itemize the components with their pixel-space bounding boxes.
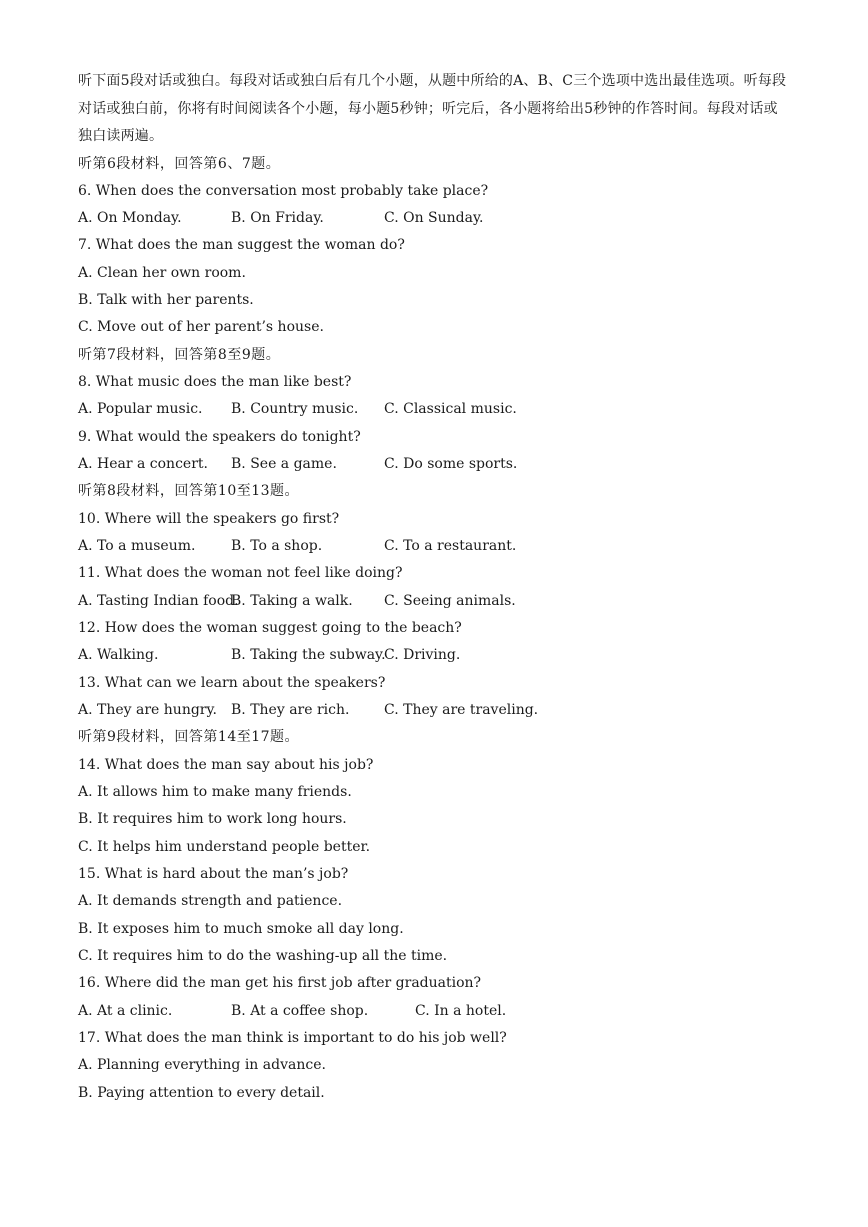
option-c: C. On Sunday. xyxy=(384,210,484,227)
option-a: A. Clean her own room. xyxy=(78,264,246,281)
question-7: 7. What does the man suggest the woman do? xyxy=(78,237,405,254)
section-heading-7: 听第7段材料，回答第8至9题。 xyxy=(78,346,281,363)
option-a: A. Tasting Indian food. xyxy=(78,592,239,609)
option-b: B. Taking a walk. xyxy=(231,592,353,609)
option-a: A. Popular music. xyxy=(78,401,203,418)
option-b: B. On Friday. xyxy=(231,210,324,227)
question-10: 10. Where will the speakers go first? xyxy=(78,510,340,527)
option-a: A. Planning everything in advance. xyxy=(78,1057,326,1074)
option-a: A. At a clinic. xyxy=(78,1002,173,1019)
option-c: C. In a hotel. xyxy=(415,1002,507,1019)
option-c: C. Classical music. xyxy=(384,401,517,418)
listening-instructions: 听下面5段对话或独白。每段对话或独白后有几个小题，从题中所给的A、B、C三个选项中选出最佳选项。听每段对话或独白前，你将有时间阅读各个小题，每小题5秒钟；听完后，各小题将给出5秒钟的作答时间。每段对话或独白读两遍。 xyxy=(78,73,787,144)
option-a: A. They are hungry. xyxy=(78,702,217,719)
question-12-options xyxy=(78,642,790,669)
section-heading-6: 听第6段材料，回答第6、7题。 xyxy=(78,155,281,172)
option-c: C. Do some sports. xyxy=(384,456,518,473)
question-16: 16. Where did the man get his first job after graduation? xyxy=(78,975,482,992)
question-9-options xyxy=(78,451,790,478)
option-b: B. Taking the subway. xyxy=(231,647,386,664)
option-c: C. Driving. xyxy=(384,647,461,664)
question-13: 13. What can we learn about the speakers? xyxy=(78,674,386,691)
question-11-options xyxy=(78,588,790,615)
section-heading-8: 听第8段材料，回答第10至13题。 xyxy=(78,483,300,500)
option-c: C. To a restaurant. xyxy=(384,538,517,555)
option-a: A. On Monday. xyxy=(78,210,182,227)
option-a: A. Walking. xyxy=(78,647,159,664)
option-b: B. Paying attention to every detail. xyxy=(78,1084,325,1101)
option-b: B. At a coffee shop. xyxy=(231,1002,369,1019)
question-16-options xyxy=(78,998,790,1025)
question-9: 9. What would the speakers do tonight? xyxy=(78,428,361,445)
option-b: B. See a game. xyxy=(231,456,337,473)
option-a: A. Hear a concert. xyxy=(78,456,208,473)
question-15: 15. What is hard about the man’s job? xyxy=(78,866,349,883)
option-b: B. It requires him to work long hours. xyxy=(78,811,347,828)
option-c: C. They are traveling. xyxy=(384,702,539,719)
option-a: A. To a museum. xyxy=(78,538,196,555)
question-8-options xyxy=(78,396,790,423)
question-6: 6. When does the conversation most probably take place? xyxy=(78,182,489,199)
question-17: 17. What does the man think is important to do his job well? xyxy=(78,1030,507,1046)
option-b: B. They are rich. xyxy=(231,702,350,719)
option-b: B. Talk with her parents. xyxy=(78,292,254,309)
option-b: B. It exposes him to much smoke all day long. xyxy=(78,920,404,937)
question-11: 11. What does the woman not feel like doing? xyxy=(78,565,403,582)
question-10-options xyxy=(78,533,790,560)
question-14: 14. What does the man say about his job? xyxy=(78,756,374,773)
question-12: 12. How does the woman suggest going to the beach? xyxy=(78,620,462,637)
option-b: B. Country music. xyxy=(231,401,359,418)
question-8: 8. What music does the man like best? xyxy=(78,374,352,391)
option-c: C. Move out of her parent’s house. xyxy=(78,319,324,336)
option-c: C. Seeing animals. xyxy=(384,592,516,609)
question-13-options xyxy=(78,697,790,724)
option-a: A. It demands strength and patience. xyxy=(78,893,343,910)
question-6-options xyxy=(78,205,790,232)
option-b: B. To a shop. xyxy=(231,538,323,555)
option-c: C. It requires him to do the washing-up all the time. xyxy=(78,948,448,965)
exam-page xyxy=(78,68,790,1107)
option-a: A. It allows him to make many friends. xyxy=(78,784,352,801)
section-heading-9: 听第9段材料，回答第14至17题。 xyxy=(78,729,300,746)
option-c: C. It helps him understand people better. xyxy=(78,838,371,855)
